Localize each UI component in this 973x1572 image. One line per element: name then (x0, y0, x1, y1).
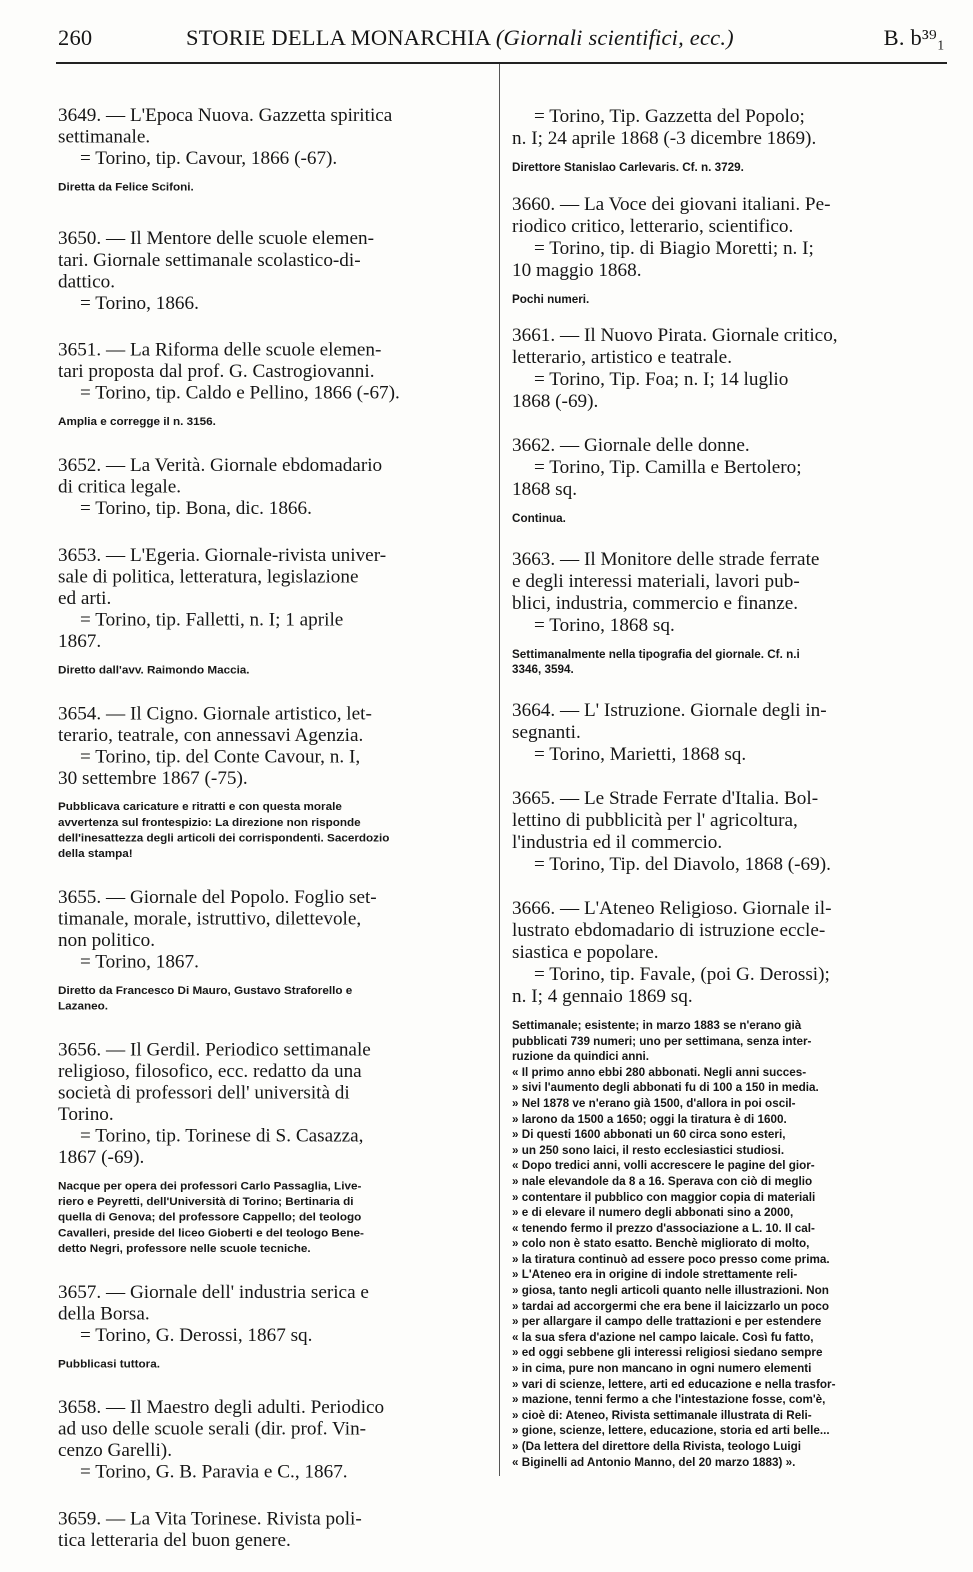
entry-note-line: » cioè di: Ateneo, Rivista settimanale illustrata di Reli- (512, 1408, 812, 1422)
entry-note-line: » mazione, tenni fermo a che l'intestazione fosse, com'è, (512, 1393, 826, 1407)
entry-note-line: pubblicati 739 numeri; uno per settimana, senza inter- (512, 1034, 812, 1048)
entry-note (58, 1357, 490, 1373)
entry-note-line: della stampa! (58, 847, 133, 861)
entry (512, 106, 944, 176)
entry-imprint-line: 1868 sq. (512, 479, 578, 501)
entry-note (58, 799, 490, 862)
header-rule (56, 62, 947, 64)
entry (512, 194, 944, 308)
entry-note-line: » vari di scienze, lettere, arti ed educazione e nella trasfor- (512, 1377, 836, 1391)
entry-heading-line: 3662. — Giornale delle donne. (512, 435, 750, 457)
entry-imprint-line: = Torino, G. Derossi, 1867 sq. (80, 1325, 313, 1346)
entry-heading-line: 3666. — L'Ateneo Religioso. Giornale il- (512, 897, 832, 919)
entry-imprint-line: = Torino, Tip. Gazzetta del Popolo; (534, 106, 805, 127)
entry-heading-line: 3653. — L'Egeria. Giornale-rivista univer- (58, 545, 387, 566)
entry (58, 1282, 490, 1372)
entry-note-line: » nale elevandole da 8 a 16. Sperava con ciò di meglio (512, 1174, 813, 1188)
entry-note-line: » giosa, tanto negli articoli quanto nelle illustrazioni. Non (512, 1284, 829, 1298)
entry-heading-line: 3655. — Giornale del Popolo. Foglio set- (58, 887, 377, 908)
entry-note (58, 414, 490, 430)
entry-imprint-line: = Torino, tip. di Biagio Moretti; n. I; (534, 237, 814, 259)
entry-heading-line: siastica e popolare. (512, 941, 659, 963)
entry (58, 105, 490, 195)
entry-note-line: Cavalleri, preside del liceo Gioberti e del teologo Bene- (58, 1226, 364, 1240)
entry (512, 549, 944, 678)
entry-note (512, 160, 944, 176)
entry-heading-line: 3650. — Il Mentore delle scuole elemen- (58, 228, 374, 250)
entry-note-line: » gione, scienze, lettere, educazione, storia ed arti belle... (512, 1424, 830, 1438)
entry-heading-line: terario, teatrale, con annessavi Agenzia. (58, 725, 364, 746)
entry-imprint-line: 10 maggio 1868. (512, 259, 642, 281)
entry-note-line: » colo non è stato esatto. Benchè migliorato di molto, (512, 1237, 810, 1251)
entry (58, 340, 490, 430)
entry-imprint-line: = Torino, Marietti, 1868 sq. (534, 743, 747, 765)
entry-heading-line: tica letteraria del buon genere. (58, 1530, 291, 1552)
entry-note-line: « Biginelli ad Antonio Manno, del 20 marzo 1883) ». (512, 1455, 796, 1469)
entry (58, 229, 490, 315)
entry-heading-line: riodico critico, letterario, scientifico. (512, 215, 794, 237)
entry-heading-line: 3652. — La Verità. Giornale ebdomadario (58, 455, 383, 476)
entry-note-line: Nacque per opera dei professori Carlo Passaglia, Live- (58, 1179, 362, 1193)
entry-note-line: « Dopo tredici anni, volli accrescere le pagine del gior- (512, 1159, 815, 1173)
entry-imprint-line: 1868 (-69). (512, 391, 599, 413)
running-title (186, 18, 734, 58)
entry-note-line: 3346, 3594. (512, 663, 574, 677)
entry-note-line: » ed oggi sebbene gli interessi religiosi siedano sempre (512, 1346, 823, 1360)
entry-heading-line: 3659. — La Vita Torinese. Rivista poli- (58, 1509, 362, 1530)
entry (58, 1040, 490, 1257)
signature-mark: B. b³⁹₁ (883, 25, 945, 50)
entry-imprint-line: = Torino, Tip. Foa; n. I; 14 luglio (534, 369, 789, 391)
entry (58, 545, 490, 678)
entry-note-line: » L'Ateneo era in origine di indole strettamente reli- (512, 1268, 798, 1282)
entry-note-line: » un 250 sono laici, il resto ecclesiastici studiosi. (512, 1143, 785, 1157)
entry-heading-line: cenzo Garelli). (58, 1440, 172, 1462)
entry-heading-line: 3657. — Giornale dell' industria serica e (58, 1282, 369, 1303)
page-number: 260 (58, 25, 93, 50)
entry-heading-line: tari proposta dal prof. G. Castrogiovanni. (58, 361, 375, 383)
entry-imprint-line: = Torino, tip. Cavour, 1866 (-67). (80, 148, 338, 169)
entry-note-line: » in cima, pure non mancano in ogni numero elementi (512, 1362, 812, 1376)
entry-heading-line: 3649. — L'Epoca Nuova. Gazzetta spiritica (58, 105, 393, 126)
entry-heading-line: settimanale. (58, 126, 151, 148)
entry-note-line: Diretto da Francesco Di Mauro, Gustavo Straforello e (58, 984, 353, 997)
entry-imprint-line: = Torino, G. B. Paravia e C., 1867. (80, 1462, 348, 1483)
entry-note-line: dell'inesattezza degli articoli dei corrispondenti. Sacerdozio (58, 831, 390, 845)
entry-note-line: » larono da 1500 a 1650; oggi la tiratura è di 1600. (512, 1112, 787, 1126)
entry-heading-line: lettino di pubblicità per l' agricoltura, (512, 809, 798, 831)
entry-heading-line: di critica legale. (58, 476, 182, 498)
entry-note-line: « Il primo anno ebbi 280 abbonati. Negli anni succes- (512, 1065, 807, 1079)
entry-note-line: » Nel 1878 ve n'erano già 1500, d'allora in poi oscil- (512, 1096, 796, 1110)
entry-note-line: Pubblicava caricature e ritratti e con questa morale (58, 800, 342, 814)
entry-imprint-line: = Torino, tip. Bona, dic. 1866. (80, 498, 312, 519)
entry-note-line: » per allargare il campo delle trattazioni e per estendere (512, 1315, 822, 1329)
running-title-italic: (Giornali scientifici, ecc.) (495, 25, 734, 50)
entry-heading-line: non politico. (58, 930, 155, 951)
entry-heading-line: 3654. — Il Cigno. Giornale artistico, let- (58, 703, 372, 725)
entry-note-line: « tenendo fermo il prezzo d'associazione a L. 10. Il cal- (512, 1221, 815, 1235)
entry-note-line: » sivi l'aumento degli abbonati fu di 100 a 150 in media. (512, 1081, 819, 1095)
entry-note-line: » contentare il pubblico con maggior copia di materiali (512, 1190, 816, 1204)
entry-heading-line: Torino. (58, 1104, 114, 1125)
entry-note (512, 292, 944, 308)
entry-imprint-line: 30 settembre 1867 (-75). (58, 768, 248, 789)
entry-heading-line: ad uso delle scuole serali (dir. prof. Vin- (58, 1419, 367, 1440)
entry-imprint-line: n. I; 4 gennaio 1869 sq. (512, 985, 693, 1007)
entry-heading-line: 3658. — Il Maestro degli adulti. Periodico (58, 1397, 385, 1419)
entry-heading-line: ed arti. (58, 588, 112, 609)
entry-heading-line: della Borsa. (58, 1303, 150, 1325)
entry-note-line: » Di questi 1600 abbonati un 60 circa sono esteri, (512, 1128, 786, 1142)
entry-note (58, 180, 490, 196)
entry-heading-line: blici, industria, commercio e finanze. (512, 592, 799, 614)
entry (58, 1509, 490, 1552)
entry-imprint-line: = Torino, Tip. Camilla e Bertolero; (534, 457, 802, 479)
entry-note-line: Lazaneo. (58, 999, 109, 1013)
entry-imprint-line: 1867. (58, 631, 102, 652)
entry-note-line: avvertenza sul frontespizio: La direzione non risponde (58, 816, 361, 829)
entry-heading-line: 3664. — L' Istruzione. Giornale degli in- (512, 699, 827, 721)
entry-note (58, 663, 490, 679)
entry-note-line: Settimanalmente nella tipografia del giornale. Cf. n.i (512, 647, 800, 661)
entry-note-line: Diretta da Felice Scifoni. (58, 180, 194, 194)
entry-note (58, 1179, 490, 1257)
entry-note-line: » (Da lettera del direttore della Rivista, teologo Luigi (512, 1440, 801, 1453)
entry-heading-line: 3663. — Il Monitore delle strade ferrate (512, 548, 820, 570)
entry-heading-line: letterario, artistico e teatrale. (512, 347, 733, 369)
entry-imprint-line: = Torino, tip. Favale, (poi G. Derossi); (534, 963, 830, 985)
entry-imprint-line: = Torino, tip. del Conte Cavour, n. I, (80, 746, 361, 768)
entry (58, 887, 490, 1014)
entry-imprint-line: 1867 (-69). (58, 1147, 145, 1168)
entry-note-line: Pochi numeri. (512, 292, 590, 306)
entry-heading-line: 3656. — Il Gerdil. Periodico settimanale (58, 1039, 371, 1061)
entry-imprint-line: = Torino, Tip. del Diavolo, 1868 (-69). (534, 853, 831, 875)
entry-imprint-line: = Torino, 1868 sq. (534, 614, 675, 636)
entry-heading-line: 3665. — Le Strade Ferrate d'Italia. Bol- (512, 787, 819, 809)
entry (512, 700, 944, 766)
entry-note-line: quella di Genova; del professore Cappello; del teologo (58, 1210, 362, 1224)
entry (58, 1398, 490, 1484)
entry-imprint-line: = Torino, tip. Torinese di S. Casazza, (80, 1125, 364, 1147)
entry (512, 788, 944, 876)
entry-note-line: riero e Peyretti, dell'Università di Torino; Bertinaria di (58, 1195, 354, 1208)
running-title-main: STORIE DELLA MONARCHIA (186, 25, 490, 50)
entry (58, 704, 490, 862)
entry-heading-line: timanale, morale, istruttivo, dilettevole, (58, 908, 362, 930)
entry-note (512, 1018, 944, 1470)
entry-heading-line: l'industria ed il commercio. (512, 831, 723, 853)
entry-heading-line: lustrato ebdomadario di istruzione eccle- (512, 919, 826, 941)
entry (512, 325, 944, 413)
entry-heading-line: società di professori dell' università di (58, 1082, 350, 1104)
entry-note (512, 511, 944, 527)
right-column (512, 82, 944, 1470)
entry-note-line: ruzione da quindici anni. (512, 1050, 650, 1064)
entry-note (58, 983, 490, 1014)
entry-note-line: Pubblicasi tuttora. (58, 1357, 160, 1371)
entry-note-line: Direttore Stanislao Carlevaris. Cf. n. 3729. (512, 161, 744, 174)
entry (58, 455, 490, 520)
entry-heading-line: sale di politica, letteratura, legislazione (58, 566, 359, 588)
page-header (58, 18, 945, 58)
entry-heading-line: 3661. — Il Nuovo Pirata. Giornale critico, (512, 325, 838, 347)
entry-note-line: Settimanale; esistente; in marzo 1883 se n'erano già (512, 1018, 802, 1032)
entry (512, 898, 944, 1470)
column-divider (499, 64, 500, 1476)
entry-imprint-line: = Torino, tip. Falletti, n. I; 1 aprile (80, 609, 344, 631)
entry-heading-line: segnanti. (512, 721, 581, 743)
entry-note-line: Continua. (512, 512, 566, 526)
entry-note-line: Diretto dall'avv. Raimondo Maccia. (58, 663, 250, 677)
entry-heading-line: religioso, filosofico, ecc. redatto da una (58, 1061, 362, 1082)
entry-note-line: » la tiratura continuò ad essere poco presso come prima. (512, 1252, 830, 1266)
entry-imprint-line: = Torino, 1866. (80, 293, 199, 314)
entry-heading-line: 3651. — La Riforma delle scuole elemen- (58, 340, 382, 361)
entry-note-line: detto Negri, professore nelle scuole tecniche. (58, 1242, 311, 1255)
entry-note-line: Amplia e corregge il n. 3156. (58, 415, 216, 428)
entry-heading-line: dattico. (58, 271, 116, 293)
entry (512, 435, 944, 527)
entry-note-line: » e di elevare il numero degli abbonati sino a 2000, (512, 1206, 794, 1220)
left-column (58, 82, 490, 1552)
entry-note-line: » tardai ad accorgermi che era bene il laicizzarlo un poco (512, 1299, 829, 1313)
entry-imprint-line: = Torino, 1867. (80, 951, 199, 973)
entry-note-line: « la sua sfera d'azione nel campo laicale. Così fu fatto, (512, 1330, 814, 1344)
entry-heading-line: e degli interessi materiali, lavori pub- (512, 570, 800, 592)
entry-imprint-line: n. I; 24 aprile 1868 (-3 dicembre 1869). (512, 128, 817, 149)
entry-heading-line: tari. Giornale settimanale scolastico-di- (58, 250, 361, 271)
entry-heading-line: 3660. — La Voce dei giovani italiani. Pe- (512, 193, 831, 215)
entry-note (512, 647, 944, 678)
entry-imprint-line: = Torino, tip. Caldo e Pellino, 1866 (-67). (80, 383, 400, 404)
